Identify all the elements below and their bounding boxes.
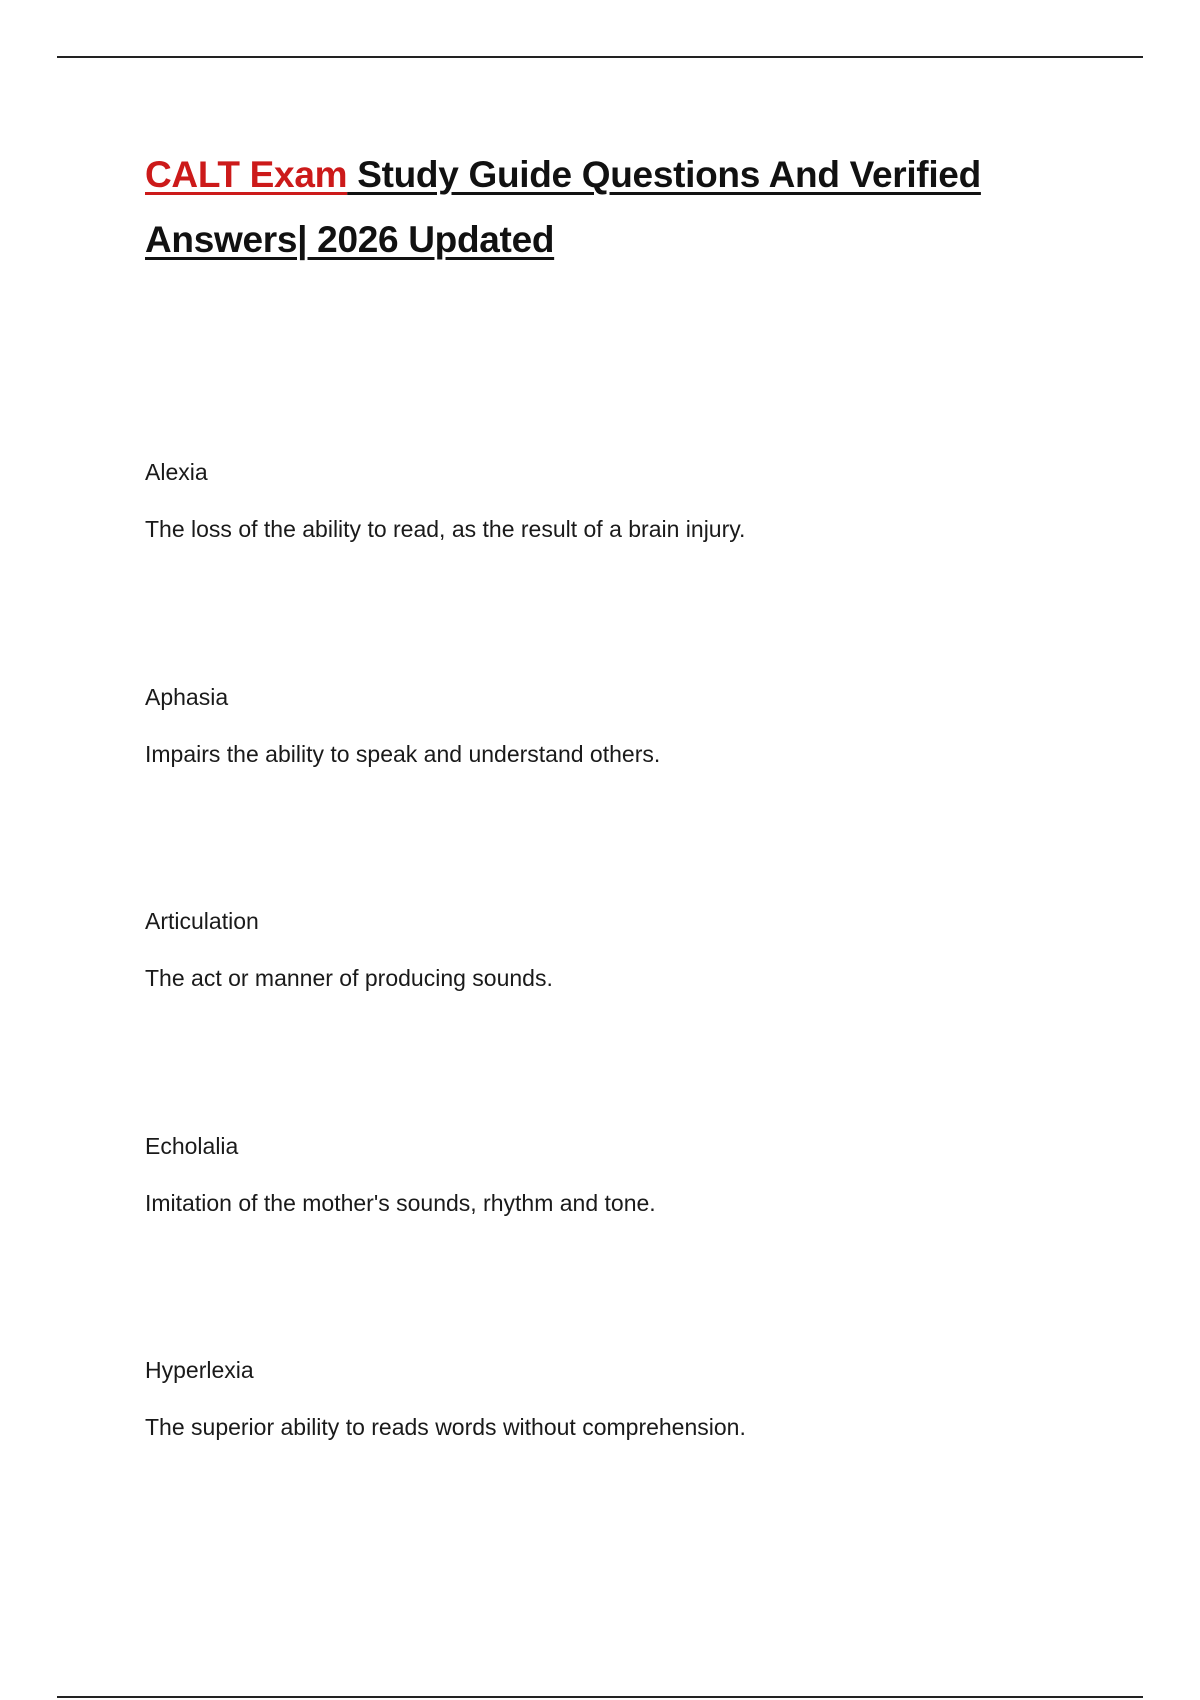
term-entry: [145, 904, 1095, 1129]
term-definition: Impairs the ability to speak and understand others.: [145, 740, 661, 767]
term-entry: [145, 680, 1095, 905]
title-accent: CALT Exam: [145, 154, 348, 195]
term-label: Alexia: [145, 459, 208, 485]
term-definition: Imitation of the mother's sounds, rhythm and tone.: [145, 1189, 656, 1216]
top-divider: [57, 56, 1143, 58]
term-definition: The loss of the ability to read, as the result of a brain injury.: [145, 516, 746, 542]
term-definition: The act or manner of producing sounds.: [145, 965, 553, 991]
bottom-divider: [57, 1696, 1143, 1698]
term-entry: [145, 1353, 1095, 1578]
term-label: Hyperlexia: [145, 1357, 254, 1383]
term-label: Articulation: [145, 908, 259, 934]
term-definition: The superior ability to reads words without comprehension.: [145, 1414, 746, 1440]
title-rest: Study Guide Questions And Verified Answers| 2026 Updated: [145, 154, 981, 260]
term-list: [145, 455, 1095, 1578]
term-label: Aphasia: [145, 683, 229, 710]
document-title: [145, 142, 1045, 272]
term-label: Echolalia: [145, 1132, 239, 1159]
term-entry: [145, 1129, 1095, 1354]
term-entry: [145, 455, 1095, 680]
